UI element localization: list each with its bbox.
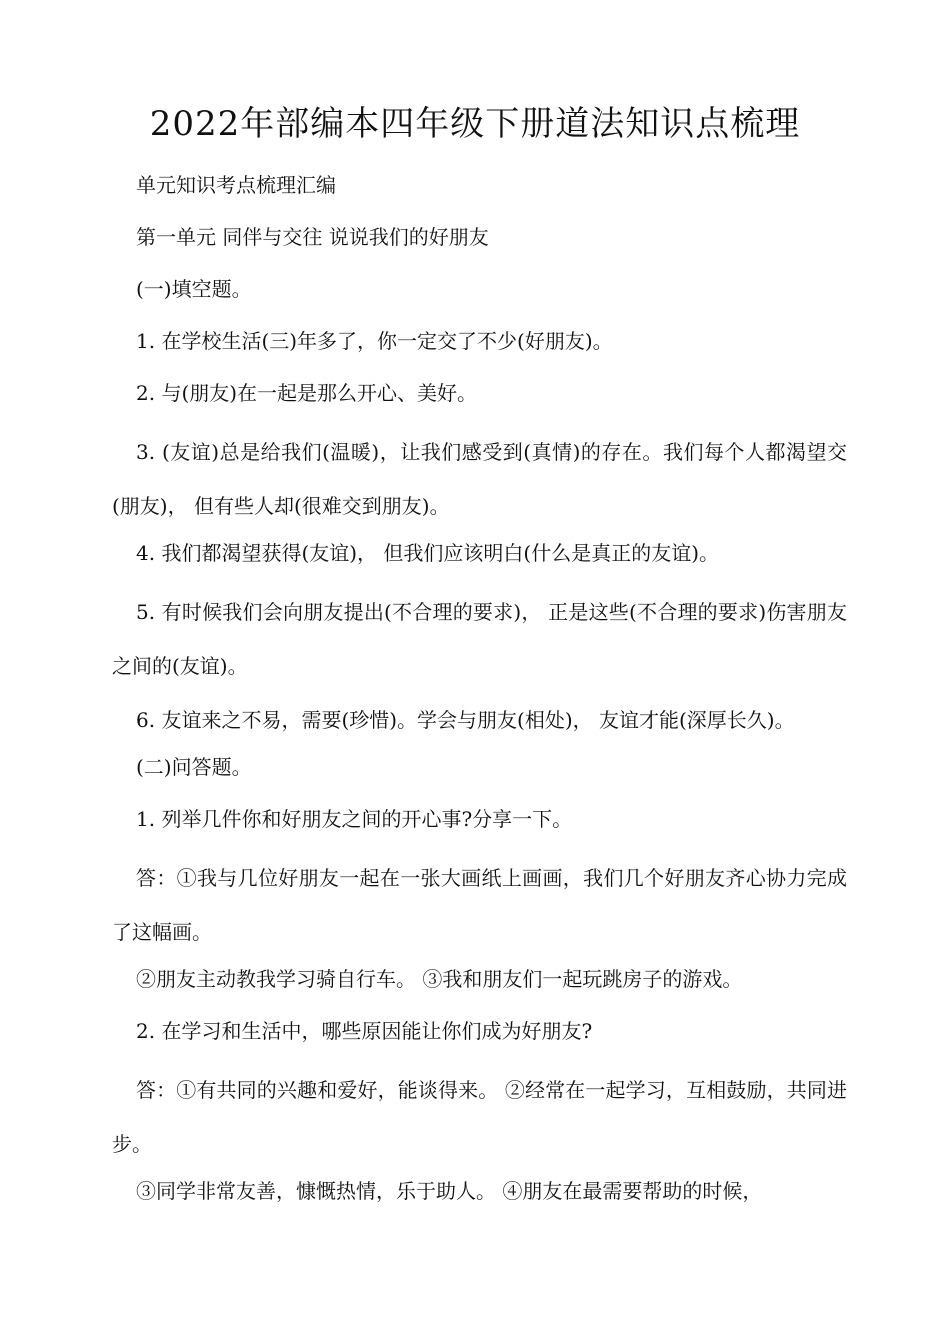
paragraph-item-4: 4. 我们都渴望获得(友谊)， 但我们应该明白(什么是真正的友谊)。: [136, 541, 720, 565]
paragraph-item-3: 3. (友谊)总是给我们(温暖)，让我们感受到(真情)的存在。我们每个人都渴望交(朋友)， 但有些人却(很难交到朋友)。: [112, 440, 847, 518]
paragraph-item-1: 1. 在学校生活(三)年多了，你一定交了不少(好朋友)。: [136, 329, 613, 353]
paragraph-answer-1-cont: ②朋友主动教我学习骑自行车。 ③我和朋友们一起玩跳房子的游戏。: [136, 967, 743, 991]
paragraph-question-1: 1. 列举几件你和好朋友之间的开心事?分享一下。: [136, 807, 573, 831]
document-body: [112, 165, 847, 1223]
paragraph-answer-1: 答：①我与几位好朋友一起在一张大画纸上画画，我们几个好朋友齐心协力完成了这幅画。: [112, 866, 847, 944]
document-title: 2022年部编本四年级下册道法知识点梳理: [149, 104, 801, 144]
paragraph-answer-2-cont: ③同学非常友善，慷慨热情，乐于助人。 ④朋友在最需要帮助的时候，: [136, 1179, 763, 1203]
paragraph-section-fill-blank: (一)填空题。: [136, 277, 252, 301]
paragraph-answer-2: 答：①有共同的兴趣和爱好，能谈得来。 ②经常在一起学习，互相鼓励，共同进步。: [112, 1078, 847, 1156]
paragraph-subtitle: 单元知识考点梳理汇编: [136, 173, 336, 197]
paragraph-item-2: 2. 与(朋友)在一起是那么开心、美好。: [136, 381, 478, 405]
paragraph-item-5: 5. 有时候我们会向朋友提出(不合理的要求)， 正是这些(不合理的要求)伤害朋友之间的(友谊)。: [112, 600, 847, 678]
paragraph-item-6: 6. 友谊来之不易，需要(珍惜)。学会与朋友(相处)， 友谊才能(深厚长久)。: [136, 708, 795, 732]
paragraph-question-2: 2. 在学习和生活中，哪些原因能让你们成为好朋友?: [136, 1019, 593, 1043]
paragraph-section-qa: (二)问答题。: [136, 755, 252, 779]
paragraph-unit-heading: 第一单元 同伴与交往 说说我们的好朋友: [136, 225, 489, 249]
